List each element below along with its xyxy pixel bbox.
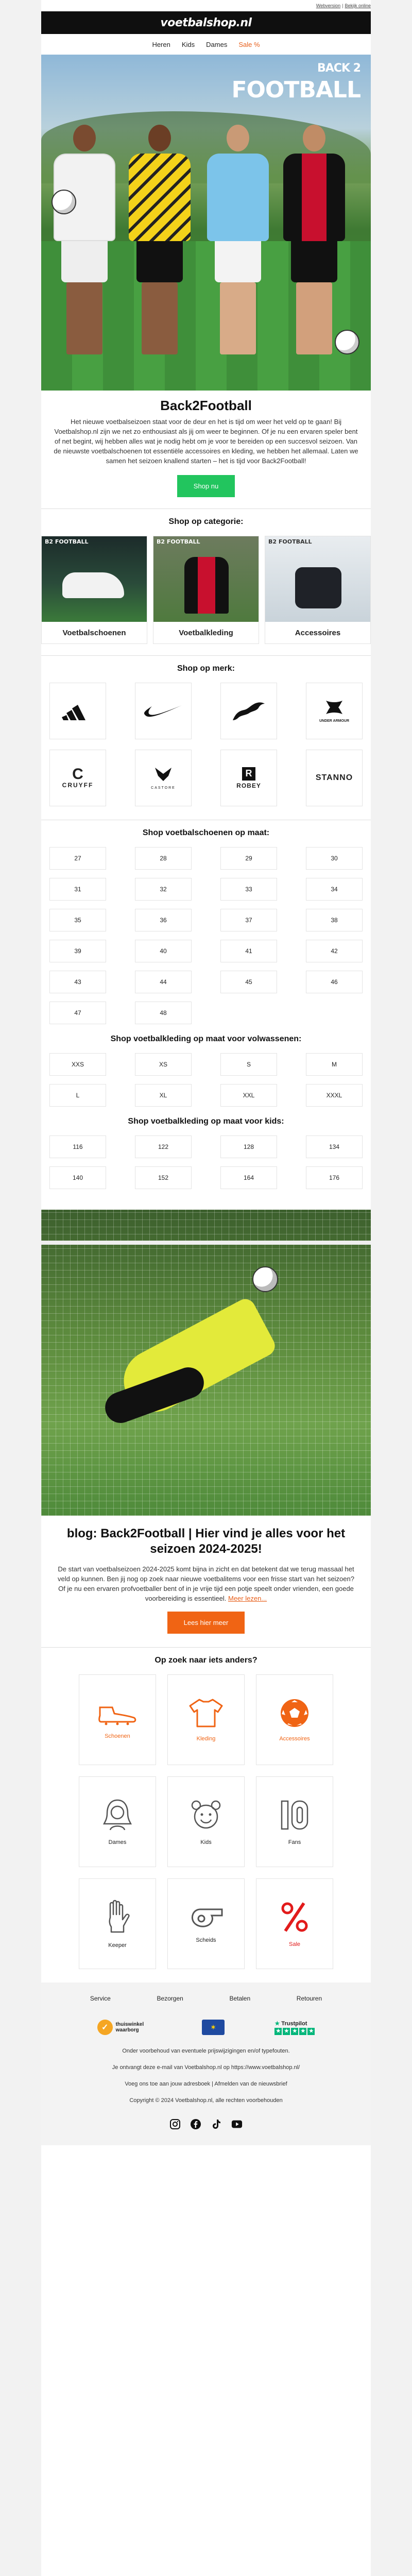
footer-received: Je ontvangt deze e-mail van Voetbalshop.nl op https://www.voetbalshop.nl/ [112,2064,300,2071]
trustpilot-text: ★ Trustpilot [274,2020,307,2027]
trustpilot-stars-icon: ★ ★ ★ ★ ★ [274,2028,315,2035]
size-128[interactable]: 128 [220,1136,277,1158]
player-3 [207,125,269,354]
robey-text: ROBEY [236,782,261,789]
nav-item-heren[interactable]: Heren [152,40,170,48]
football-1 [52,190,76,214]
nav-item-kids[interactable]: Kids [181,40,195,48]
bag-shape [295,567,341,608]
nike-swoosh-icon [144,703,183,719]
brand-nike[interactable] [135,683,192,739]
webversion-link[interactable]: Webversion [316,3,341,8]
size-40[interactable]: 40 [135,940,192,962]
logo-bar[interactable] [41,11,371,34]
blog-text [41,1564,371,1603]
tile-fans[interactable] [256,1776,333,1867]
player-head [227,125,249,151]
footer-link-retouren[interactable]: Retouren [296,1995,322,2002]
player-4 [283,125,345,354]
size-s[interactable]: S [220,1053,277,1076]
thuiswinkel-text: thuiswinkel waarborg [115,2022,144,2033]
size-152[interactable]: 152 [135,1166,192,1189]
tile-label: Accessoires [279,1736,310,1742]
brands-title: Shop op merk: [177,664,235,673]
hero-title-main: FOOTBALL [231,77,360,103]
category-image [265,536,370,622]
size-164[interactable]: 164 [220,1166,277,1189]
tile-label: Fans [288,1839,301,1845]
size-48[interactable]: 48 [135,1002,192,1024]
player-1 [54,125,115,354]
size-47[interactable]: 47 [49,1002,106,1024]
size-27[interactable]: 27 [49,847,106,870]
size-35[interactable]: 35 [49,909,106,931]
robey-logo [236,767,261,789]
view-online-link[interactable]: Bekijk online [345,3,371,8]
other-tiles [41,1674,371,1969]
tile-label: Keeper [108,1942,127,1948]
brand-stanno[interactable] [306,750,363,806]
preheader [41,0,371,11]
footer-address[interactable]: Voeg ons toe aan jouw adresboek | Afmelden van de nieuwsbrief [125,2081,287,2087]
player-shirt [207,154,269,241]
ball-icon [279,1698,310,1728]
tile-schoenen[interactable] [79,1674,156,1765]
player-legs [296,282,332,354]
player-head [73,125,96,151]
kids-sizes-title: Shop voetbalkleding op maat voor kids: [128,1117,284,1126]
player-2 [129,125,191,354]
size-32[interactable]: 32 [135,878,192,901]
size-m[interactable]: M [306,1053,363,1076]
cruyff-logo [62,767,94,789]
size-31[interactable]: 31 [49,878,106,901]
size-46[interactable]: 46 [306,971,363,993]
robey-mark-icon: R [242,767,255,781]
player-shorts [291,241,337,282]
adult-size-grid [41,1053,371,1107]
youtube-icon[interactable] [231,2119,243,2130]
shoe-size-grid [41,847,371,1024]
footer-link-service[interactable]: Service [90,1995,111,2002]
category-label: Accessoires [295,628,341,637]
intro-title: Back2Football [160,398,252,413]
goal-crossbar [41,1241,371,1245]
size-134[interactable]: 134 [306,1136,363,1158]
thuiswinkel-badge[interactable] [97,2020,152,2035]
tile-kids[interactable] [167,1776,245,1867]
facebook-icon[interactable] [190,2119,201,2130]
kit-shape [184,557,229,614]
trustpilot-badge[interactable] [274,2020,315,2035]
castore-icon [153,767,174,782]
blog-football [252,1266,278,1292]
email-container [41,0,371,2576]
boot-icon [97,1700,138,1726]
category-voetbalkleding[interactable] [153,536,259,644]
size-l[interactable]: L [49,1084,106,1107]
size-37[interactable]: 37 [220,909,277,931]
percent-icon [279,1900,310,1934]
tile-label: Dames [108,1839,127,1845]
blog-body: De start van voetbalseizoen 2024-2025 komt bijna in zicht en dat betekent dat we terug massaal het veld op kunnen. Ben jij nog op zoek naar nieuwe voetbalitems voor een frisse start van het seizoen? Of je nu een ervaren profvoetballer bent of in je vrije tijd een potje speelt onder vrienden, een goede voorbereiding is essentieel. [58,1565,354,1602]
category-list [41,536,371,644]
category-image [42,536,147,622]
instagram-icon[interactable] [169,2119,181,2130]
trustpilot-label: Trustpilot [281,2020,307,2027]
size-28[interactable]: 28 [135,847,192,870]
tile-accessoires[interactable] [256,1674,333,1765]
preheader-separator: | [342,3,344,8]
category-tag: B2 FOOTBALL [157,538,200,545]
brand-adidas[interactable] [49,683,106,739]
adidas-logo-icon [61,700,94,722]
category-tag: B2 FOOTBALL [268,538,312,545]
trustpilot-logo [274,2020,315,2035]
footer-links [41,1995,371,2002]
number-10-icon [278,1798,312,1832]
puma-cat-icon [231,700,267,722]
size-30[interactable]: 30 [306,847,363,870]
footer-copyright: Copyright © 2024 Voetbalshop.nl, alle rechten voorbehouden [129,2097,283,2104]
blog-title: blog: Back2Football | Hier vind je alles voor het seizoen 2024-2025! [66,1527,346,1556]
brand-robey[interactable] [220,750,277,806]
tile-sale[interactable] [256,1878,333,1969]
size-122[interactable]: 122 [135,1136,192,1158]
other-title: Op zoek naar iets anders? [154,1656,258,1665]
size-xs[interactable]: XS [135,1053,192,1076]
player-head [148,125,171,151]
tile-label: Scheids [196,1937,216,1943]
player-head [303,125,325,151]
size-38[interactable]: 38 [306,909,363,931]
player-shorts [215,241,261,282]
size-176[interactable]: 176 [306,1166,363,1189]
footer-badges [41,2002,371,2038]
under-armour-icon [323,700,346,715]
size-42[interactable]: 42 [306,940,363,962]
castore-text: CASTORE [151,786,176,790]
cruyff-mark-icon: C [72,766,83,783]
tiktok-icon[interactable] [211,2119,222,2130]
eu-badge [202,2020,225,2035]
category-voetbalschoenen[interactable] [41,536,147,644]
categories-title: Shop op categorie: [168,517,244,526]
blog-button-wrap [41,1603,371,1634]
size-xxs[interactable]: XXS [49,1053,106,1076]
size-xxl[interactable]: XXL [220,1084,277,1107]
under-armour-logo [319,700,349,723]
player-legs [142,282,178,354]
tile-label: Schoenen [105,1733,130,1739]
brand-cruyff[interactable] [49,750,106,806]
read-more-button[interactable]: Lees hier meer [167,1612,245,1634]
football-2 [335,330,359,354]
blog-image[interactable] [41,1210,371,1516]
tile-label: Sale [288,1941,301,1947]
tile-dames[interactable] [79,1776,156,1867]
category-label: Voetbalschoenen [62,628,126,637]
boot-shape [62,572,124,598]
size-36[interactable]: 36 [135,909,192,931]
brand-grid [41,683,371,806]
cruyff-text: CRUYFF [62,782,94,789]
under-armour-text: UNDER ARMOUR [319,719,350,723]
nav-item-sale[interactable]: Sale % [238,40,260,48]
thuiswinkel-icon: ✓ [97,2020,113,2035]
size-44[interactable]: 44 [135,971,192,993]
size-xl[interactable]: XL [135,1084,192,1107]
player-legs [220,282,256,354]
footer-disclaimer: Onder voorbehoud van eventuele prijswijzigingen en/of typefouten. [122,2048,290,2054]
main-nav [41,34,371,55]
shop-now-button[interactable]: Shop nu [177,475,235,497]
eu-stars-icon: ✶ [202,2020,225,2035]
nav-item-dames[interactable]: Dames [206,40,228,48]
footer-link-bezorgen[interactable]: Bezorgen [157,1995,183,2002]
footer [41,1982,371,2145]
tile-label: Kleding [196,1736,216,1742]
tile-scheids[interactable] [167,1878,245,1969]
player-shirt [129,154,191,241]
social-links [41,2104,371,2145]
shoe-sizes-title: Shop voetbalschoenen op maat: [142,828,270,837]
whistle-icon [188,1904,224,1930]
glove-icon [102,1899,133,1935]
castore-logo [151,767,176,790]
kids-icon [189,1798,223,1832]
size-29[interactable]: 29 [220,847,277,870]
blog-read-more-link[interactable]: Meer lezen... [228,1595,267,1602]
brand-under-armour[interactable] [306,683,363,739]
category-accessoires[interactable] [265,536,371,644]
hero-title-top: BACK 2 [317,62,360,75]
tile-keeper[interactable] [79,1878,156,1969]
brand-castore[interactable] [135,750,192,806]
player-legs [66,282,102,354]
woman-icon [102,1798,133,1832]
category-label: Voetbalkleding [179,628,233,637]
kids-size-grid [41,1136,371,1189]
hero-title [231,58,360,101]
tile-label: Kids [200,1839,212,1845]
footer-link-betalen[interactable]: Betalen [229,1995,251,2002]
stanno-logo: STANNO [315,773,353,782]
category-image [153,536,259,622]
player-shirt [283,154,345,241]
hero-image[interactable] [41,55,371,391]
size-41[interactable]: 41 [220,940,277,962]
size-33[interactable]: 33 [220,878,277,901]
size-116[interactable]: 116 [49,1136,106,1158]
size-xxxl[interactable]: XXXL [306,1084,363,1107]
adult-sizes-title: Shop voetbalkleding op maat voor volwassenen: [110,1035,302,1043]
shirt-icon [188,1698,224,1728]
size-39[interactable]: 39 [49,940,106,962]
size-34[interactable]: 34 [306,878,363,901]
player-shorts [61,241,108,282]
brand-puma[interactable] [220,683,277,739]
intro-section [41,398,371,497]
size-45[interactable]: 45 [220,971,277,993]
category-tag: B2 FOOTBALL [45,538,89,545]
intro-text: Het nieuwe voetbalseizoen staat voor de deur en het is tijd om weer het veld op te gaan! Bij Voetbalshop.nl zijn we net zo enthousiast als jij om weer te beginnen. Of je nu een ervaren speler bent of net begint, wij hebben alles wat je nodig hebt om je voor te bereiden op een succesvol seizoen. Van de nieuwste voetbalschoenen tot essentiële accessoires en kleding, we hebben het allemaal. Laten we samen het seizoen knallend starten – het is tijd voor Back2Football! [54,418,358,465]
size-140[interactable]: 140 [49,1166,106,1189]
size-43[interactable]: 43 [49,971,106,993]
player-shorts [136,241,183,282]
logo[interactable]: voetbalshop.nl [160,16,252,29]
tile-kleding[interactable] [167,1674,245,1765]
